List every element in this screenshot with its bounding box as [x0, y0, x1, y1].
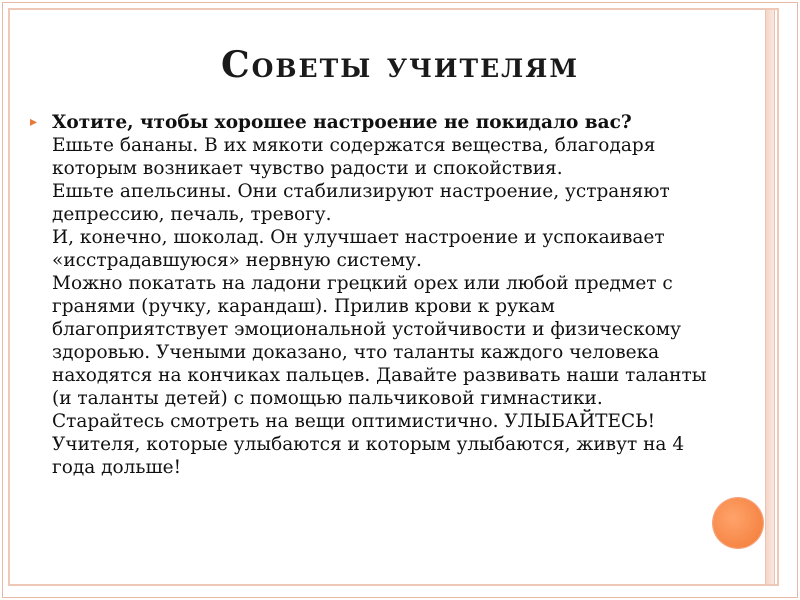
- body-line: которым возникает чувство радости и спокойствия.: [52, 158, 563, 179]
- body-line: Ешьте бананы. В их мякоти содержатся вещества, благодаря: [52, 135, 656, 156]
- body-line: года дольше!: [52, 457, 182, 478]
- bullet-icon: ▸: [30, 114, 38, 130]
- slide-body: [52, 111, 758, 479]
- lead-line: Хотите, чтобы хорошее настроение не покидало вас?: [52, 112, 632, 133]
- body-line: благоприятствует эмоциональной устойчивости и физическому: [52, 319, 682, 340]
- body-line: «исстрадавшуюся» нервную систему.: [52, 250, 422, 271]
- body-line: Старайтесь смотреть на вещи оптимистично. УЛЫБАЙТЕСЬ!: [52, 411, 656, 432]
- slide-title: Советы учителям: [220, 44, 579, 86]
- slide-frame-left: [8, 8, 10, 586]
- body-line: Учителя, которые улыбаются и которым улыбаются, живут на 4: [52, 434, 685, 455]
- body-line: (и таланты детей) с помощью пальчиковой гимнастики.: [52, 388, 603, 409]
- body-line: здоровью. Учеными доказано, что таланты каждого человека: [52, 342, 660, 363]
- body-line: Можно покатать на ладони грецкий орех или любой предмет с: [52, 273, 673, 294]
- decorative-circle: [713, 498, 763, 548]
- slide-frame-right: [777, 8, 779, 586]
- body-line: гранями (ручку, карандаш). Прилив крови к рукам: [52, 296, 555, 317]
- body-line: находятся на кончиках пальцев. Давайте развивать наши таланты: [52, 365, 707, 386]
- body-line: депрессию, печаль, тревогу.: [52, 204, 332, 225]
- slide-frame-bottom: [8, 584, 779, 586]
- decorative-side-strip: [765, 10, 775, 584]
- body-line: И, конечно, шоколад. Он улучшает настроение и успокаивает: [52, 227, 665, 248]
- slide-frame-top: [8, 8, 779, 10]
- body-line: Ешьте апельсины. Они стабилизируют настроение, устраняют: [52, 181, 670, 202]
